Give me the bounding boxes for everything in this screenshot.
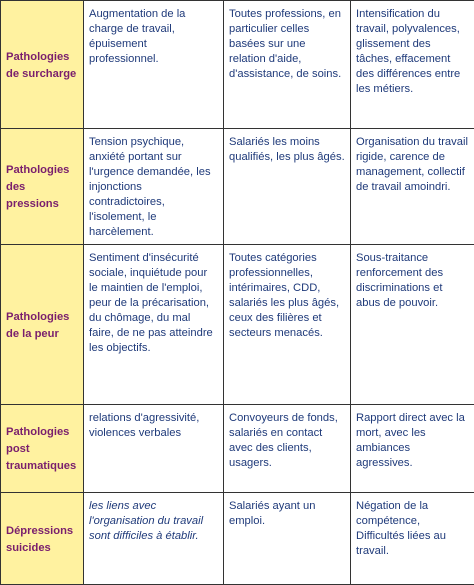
- row-populations: Salariés les moins qualifiés, les plus âgés.: [224, 129, 351, 245]
- row-factors: Sous-traitance renforcement des discriminations et abus de pouvoir.: [351, 245, 474, 405]
- row-causes: Sentiment d'insécurité sociale, inquiétude pour le maintien de l'emploi, peur de la précarisation, du chômage, du mal faire, de ne pas atteindre les objectifs.: [84, 245, 224, 405]
- row-factors: Négation de la compétence, Difficultés liées au travail.: [351, 493, 474, 585]
- table-row: [1, 129, 474, 245]
- table-row: [1, 493, 474, 585]
- row-category: Pathologies de la peur: [1, 245, 84, 405]
- row-factors: Organisation du travail rigide, carence de management, collectif de travail amoindri.: [351, 129, 474, 245]
- row-category: Dépressions suicides: [1, 493, 84, 585]
- row-causes: Tension psychique, anxiété portant sur l'urgence demandée, les injonctions contradictoires, l'isolement, le harcèlement.: [84, 129, 224, 245]
- table-row: [1, 1, 474, 129]
- table-row: [1, 245, 474, 405]
- row-category: Pathologies post traumatiques: [1, 405, 84, 493]
- row-causes: relations d'agressivité, violences verbales: [84, 405, 224, 493]
- row-populations: Salariés ayant un emploi.: [224, 493, 351, 585]
- table-row: [1, 405, 474, 493]
- row-populations: Toutes catégories professionnelles, intérimaires, CDD, salariés les plus âgés, ceux des filières et secteurs menacés.: [224, 245, 351, 405]
- row-factors: Rapport direct avec la mort, avec les ambiances agressives.: [351, 405, 474, 493]
- row-populations: Convoyeurs de fonds, salariés en contact avec des clients, usagers.: [224, 405, 351, 493]
- row-category: Pathologies des pressions: [1, 129, 84, 245]
- row-factors: Intensification du travail, polyvalences, glissement des tâches, effacement des différences entre les métiers.: [351, 1, 474, 129]
- row-populations: Toutes professions, en particulier celles basées sur une relation d'aide, d'assistance, de soins.: [224, 1, 351, 129]
- row-category: Pathologies de surcharge: [1, 1, 84, 129]
- row-causes: Augmentation de la charge de travail, épuisement professionnel.: [84, 1, 224, 129]
- row-causes: les liens avec l'organisation du travail sont difficiles à établir.: [84, 493, 224, 585]
